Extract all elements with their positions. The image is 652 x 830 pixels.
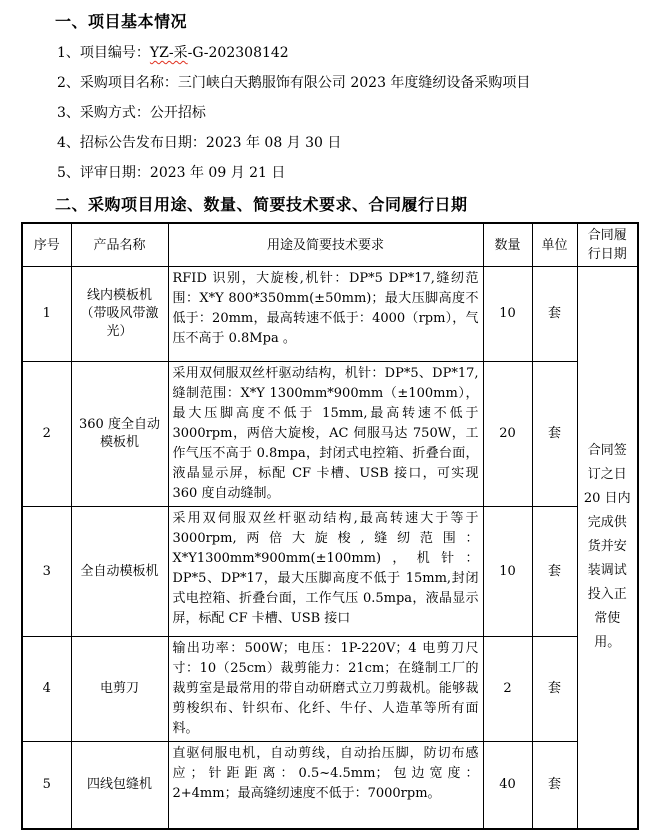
row4-product-name: 电剪刀 [71, 637, 168, 742]
row5-unit: 套 [532, 742, 577, 829]
row1-quantity: 10 [483, 267, 532, 362]
row1-spec: RFID 识别，大旋梭,机针：DP*5 DP*17,缝纫范围：X*Y 800*350mm(±50mm)；最大压脚高度不低于：20mm，最高转速不低于：4000（rpm），气压不高于 0.8Mpa 。 [168, 267, 483, 362]
row1-serial: 1 [22, 267, 71, 362]
announcement-date-line: 4、招标公告发布日期：2023 年 08 月 30 日 [57, 135, 342, 151]
row1-unit: 套 [532, 267, 577, 362]
project-number-label: 1、项目编号： [57, 45, 150, 61]
row5-spec: 直驱伺服电机，自动剪线，自动抬压脚，防切布感应；针距距离：0.5~4.5mm；包边宽度：2+4mm；最高缝纫速度不低于：7000rpm。 [168, 742, 483, 829]
procurement-method-line: 3、采购方式：公开招标 [57, 105, 206, 121]
col-header-serial: 序号 [22, 223, 71, 267]
table-row [22, 267, 638, 362]
table-row [22, 637, 638, 742]
row5-quantity: 40 [483, 742, 532, 829]
table-header-row [22, 223, 638, 267]
col-header-unit: 单位 [532, 223, 577, 267]
row5-serial: 5 [22, 742, 71, 829]
row2-unit: 套 [532, 362, 577, 507]
row3-serial: 3 [22, 507, 71, 637]
col-header-contract-period: 合同履行日期 [577, 223, 638, 267]
project-code-rest: -G-202308142 [187, 45, 289, 61]
contract-period-cell: 合同签订之日 20 日内完成供货并安装调试投入正常使用。 [577, 267, 638, 829]
row2-product-name: 360 度全自动模板机 [71, 362, 168, 507]
row3-quantity: 10 [483, 507, 532, 637]
project-code-spellchecked: YZ-采 [149, 45, 188, 61]
col-header-spec: 用途及简要技术要求 [168, 223, 483, 267]
col-header-product-name: 产品名称 [71, 223, 168, 267]
section2-heading: 二、采购项目用途、数量、简要技术要求、合同履行日期 [55, 195, 468, 214]
row1-product-name: 线内模板机（带吸风带激光） [71, 267, 168, 362]
row2-spec: 采用双伺服双丝杆驱动结构，机针：DP*5、DP*17,缝制范围：X*Y 1300mm*900mm（±100mm），最大压脚高度不低于 15mm,最高转速不低于 3000rpm，两倍大旋梭，AC 伺服马达 750W，工作气压不高于 0.8mpa，封闭式电控箱、折叠台面，液晶显示屏，标配 CF 卡槽、USB 接口，可实现 360 度自动缝制。 [168, 362, 483, 507]
row2-quantity: 20 [483, 362, 532, 507]
table-row [22, 362, 638, 507]
row3-product-name: 全自动模板机 [71, 507, 168, 637]
row2-serial: 2 [22, 362, 71, 507]
row3-unit: 套 [532, 507, 577, 637]
project-number-line [57, 45, 638, 62]
table-row [22, 742, 638, 829]
project-name-line: 2、采购项目名称：三门峡白天鹅服饰有限公司 2023 年度缝纫设备采购项目 [57, 75, 531, 91]
row5-product-name: 四线包缝机 [71, 742, 168, 829]
row4-serial: 4 [22, 637, 71, 742]
row4-unit: 套 [532, 637, 577, 742]
row4-spec: 输出功率：500W；电压：1P-220V；4 电剪刀尺寸：10（25cm）裁剪能力：21cm；在缝制工厂的裁剪室是最常用的带自动研磨式立刀剪裁机。能够裁剪梭织布、针织布、化纤、牛仔、人造革等所有面料。 [168, 637, 483, 742]
row3-spec: 采用双伺服双丝杆驱动结构,最高转速大于等于 3000rpm,两倍大旋梭,缝纫范围：X*Y1300mm*900mm(±100mm)，机针：DP*5、DP*17，最大压脚高度不低于 15mm,封闭式电控箱、折叠台面，工作气压 0.5mpa，液晶显示屏，标配 CF 卡槽、USB 接口 [168, 507, 483, 637]
section1-heading: 一、项目基本情况 [55, 12, 188, 31]
row4-quantity: 2 [483, 637, 532, 742]
table-row [22, 507, 638, 637]
procurement-table [21, 222, 639, 830]
col-header-quantity: 数量 [483, 223, 532, 267]
review-date-line: 5、评审日期：2023 年 09 月 21 日 [57, 165, 286, 181]
